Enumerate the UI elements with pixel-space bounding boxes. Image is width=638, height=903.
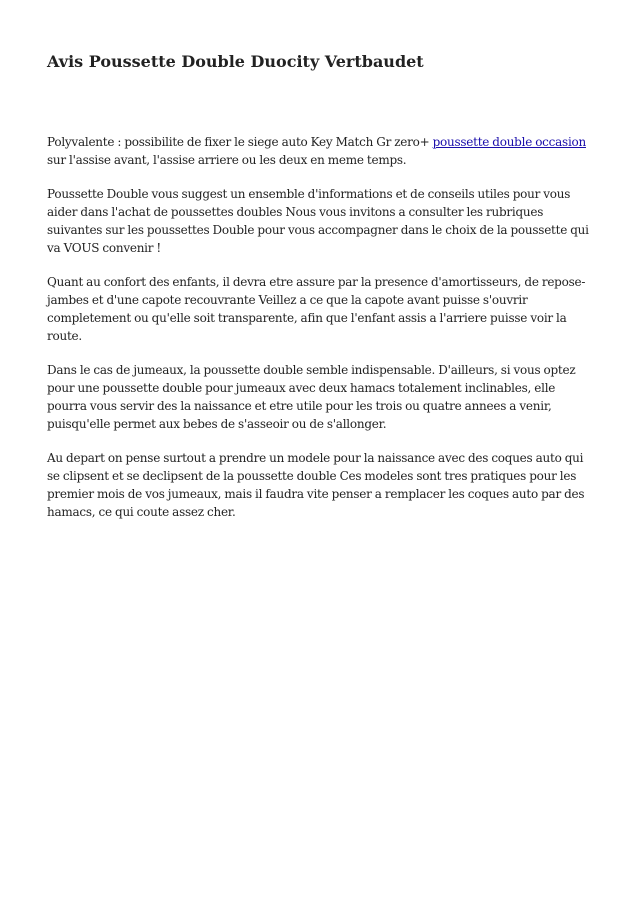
paragraph-2: Poussette Double vous suggest un ensemble d'informations et de conseils utiles pour vous aider dans l'achat de poussettes doubles Nous vous invitons a consulter les rubriques suivantes sur les poussettes Double pour vous accompagner dans le choix de la poussette qui va VOUS convenir ! — [47, 187, 589, 255]
paragraph-1-after-link: sur l'assise avant, l'assise arriere ou les deux en meme temps. — [47, 153, 407, 167]
paragraph-4: Dans le cas de jumeaux, la poussette double semble indispensable. D'ailleurs, si vous optez pour une poussette double pour jumeaux avec deux hamacs totalement inclinables, elle pourra vous servir des la naissance et etre utile pour les trois ou quatre annees a venir, puisqu'elle permet aux bebes de s'asseoir ou de s'allonger. — [47, 363, 576, 431]
article-body — [47, 133, 596, 521]
paragraph-1-before-link: Polyvalente : possibilite de fixer le siege auto Key Match Gr zero+ — [47, 135, 433, 149]
paragraph-1 — [47, 133, 596, 169]
poussette-double-occasion-link[interactable]: poussette double occasion — [432, 135, 586, 149]
paragraph-3: Quant au confort des enfants, il devra etre assure par la presence d'amortisseurs, de repose-jambes et d'une capote recouvrante Veillez a ce que la capote avant puisse s'ouvrir completement ou qu'elle soit transparente, afin que l'enfant assis a l'arriere puisse voir la route. — [47, 275, 586, 343]
page-title: Avis Poussette Double Duocity Vertbaudet — [47, 52, 424, 71]
paragraph-5: Au depart on pense surtout a prendre un modele pour la naissance avec des coques auto qui se clipsent et se declipsent de la poussette double Ces modeles sont tres pratiques pour les premier mois de vos jumeaux, mais il faudra vite penser a remplacer les coques auto par des hamacs, ce qui coute assez cher. — [47, 451, 585, 519]
